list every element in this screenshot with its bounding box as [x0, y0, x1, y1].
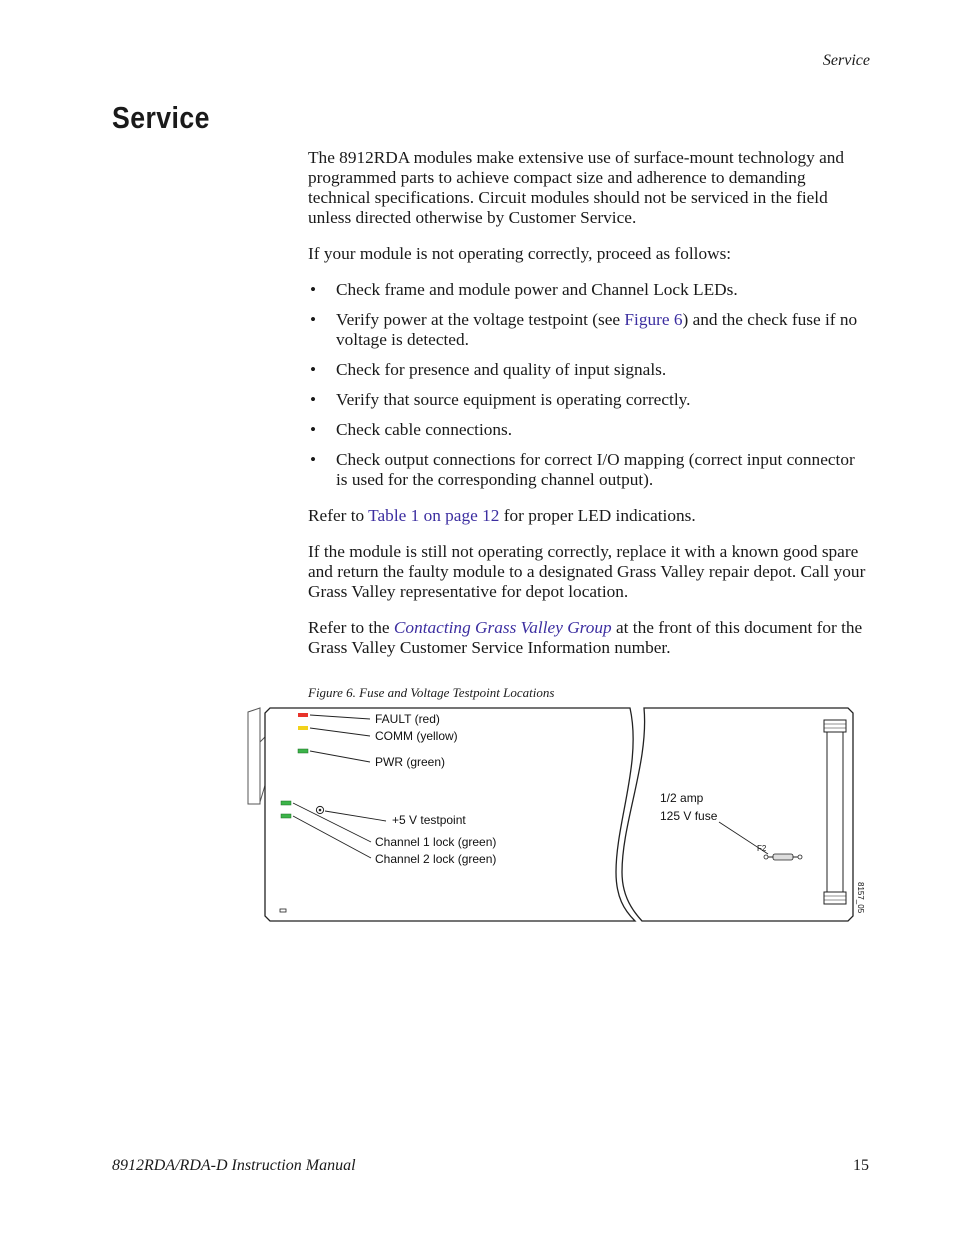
- figure-caption: Figure 6. Fuse and Voltage Testpoint Locations: [308, 685, 555, 700]
- page-number: 15: [853, 1157, 869, 1174]
- footer-manual-title: 8912RDA/RDA-D Instruction Manual: [112, 1157, 356, 1174]
- list-item: [308, 310, 868, 350]
- fuse-ref-label: F2: [757, 844, 767, 853]
- troubleshooting-list: [308, 280, 868, 490]
- list-item: [308, 360, 868, 380]
- list-item-text: ) and the check fuse if no voltage is detected.: [336, 310, 858, 349]
- comm-led: [298, 726, 308, 730]
- module-diagram-svg: [244, 702, 874, 927]
- pwr-label: PWR (green): [375, 755, 446, 769]
- list-item: [308, 280, 868, 300]
- fuse-pad: [798, 855, 802, 859]
- list-item-text: Check output connections for correct I/O mapping (correct input connector is used for the corresponding channel output).: [336, 450, 855, 489]
- fuse-voltage-label: 125 V fuse: [660, 809, 718, 823]
- list-item-text: Check cable connections.: [336, 420, 513, 439]
- figure-6-link[interactable]: Figure 6: [624, 310, 683, 329]
- lead-paragraph: If your module is not operating correctly, proceed as follows:: [308, 244, 732, 263]
- connector-cap-top: [824, 720, 846, 732]
- channel-2-label: Channel 2 lock (green): [375, 852, 497, 866]
- replace-paragraph: If the module is still not operating correctly, replace it with a known good spare and return the faulty module to a designated Grass Valley repair depot. Call your Grass Valley representative for depot location.: [308, 542, 866, 601]
- fault-led: [298, 713, 308, 717]
- refer-contact-paragraph: [308, 618, 868, 658]
- module-diagram: [244, 702, 874, 932]
- comm-label: COMM (yellow): [375, 729, 458, 743]
- running-head: Service: [822, 52, 870, 69]
- list-item-text: Verify power at the voltage testpoint (see: [336, 310, 625, 329]
- testpoint-center: [319, 809, 322, 812]
- contacting-grass-valley-link[interactable]: Contacting Grass Valley Group: [393, 618, 612, 637]
- list-item: [308, 450, 868, 490]
- list-item-text: Check for presence and quality of input signals.: [336, 360, 667, 379]
- fuse-pad: [764, 855, 768, 859]
- page-title: Service: [112, 100, 210, 135]
- table-1-link[interactable]: Table 1 on page 12: [368, 506, 500, 525]
- fuse-icon: [773, 854, 793, 860]
- edge-connector: [827, 732, 843, 892]
- paragraph-text: for proper LED indications.: [499, 506, 696, 525]
- intro-paragraph: The 8912RDA modules make extensive use of surface-mount technology and programmed parts to achieve compact size and adherence to demanding technical specifications. Circuit modules should not be serviced in the field unless directed otherwise by Customer Service.: [308, 148, 845, 227]
- ejector-handle: [248, 708, 260, 804]
- paragraph-text: Refer to the: [308, 618, 394, 637]
- list-item: [308, 420, 868, 440]
- fault-label: FAULT (red): [375, 712, 440, 726]
- list-item-text: Check frame and module power and Channel Lock LEDs.: [336, 280, 738, 299]
- paragraph-text: at the front of this document for the Grass Valley Customer Service Information number.: [308, 618, 863, 657]
- circuit-board-right: [622, 708, 853, 921]
- channel-1-led: [281, 801, 291, 805]
- list-item-text: Verify that source equipment is operating correctly.: [336, 390, 691, 409]
- drawing-number: 8157_05: [856, 882, 865, 914]
- refer-table-paragraph: [308, 506, 868, 526]
- body-column: [308, 148, 868, 674]
- connector-cap-bottom: [824, 892, 846, 904]
- board-component: [280, 909, 286, 912]
- list-item: [308, 390, 868, 410]
- channel-1-label: Channel 1 lock (green): [375, 835, 497, 849]
- pwr-led: [298, 749, 308, 753]
- paragraph-text: Refer to: [308, 506, 369, 525]
- fuse-rating-label: 1/2 amp: [660, 791, 704, 805]
- testpoint-label: +5 V testpoint: [392, 813, 466, 827]
- channel-2-led: [281, 814, 291, 818]
